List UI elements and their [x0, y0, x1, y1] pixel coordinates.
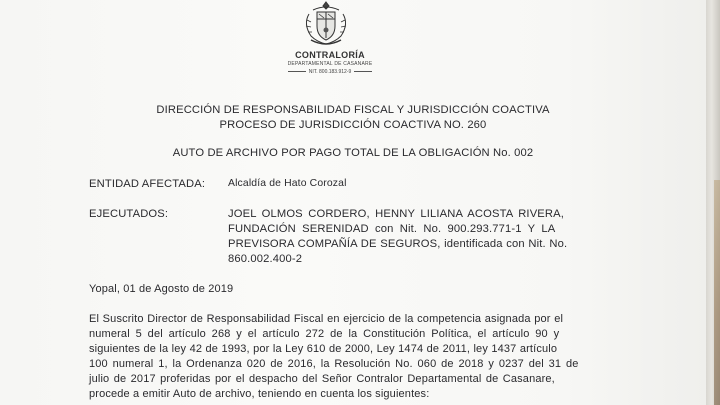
ejecutados-line-2: FUNDACIÓN SERENIDAD con Nit. No. 900.293.771-1 Y LA [228, 223, 556, 235]
body-line-5: julio de 2017 proferidas por el despacho del Señor Contralor Departamental de Casanare, [89, 373, 555, 385]
entidad-value: Alcaldía de Hato Corozal [228, 178, 347, 189]
org-department: DEPARTAMENTAL DE CASANARE [287, 61, 373, 67]
org-name: CONTRALORÍA [295, 50, 365, 60]
ejecutados-line-4: 860.002.400-2 [228, 253, 303, 265]
body-line-6: procede a emitir Auto de archivo, teniendo en cuenta los siguientes: [89, 388, 430, 400]
process-title: PROCESO DE JURISDICCIÓN COACTIVA NO. 260 [219, 119, 487, 131]
ejecutados-label: EJECUTADOS: [89, 208, 169, 220]
coat-of-arms-icon [299, 0, 353, 48]
org-nit [270, 69, 390, 75]
page-edge [706, 0, 720, 405]
ejecutados-line-1: JOEL OLMOS CORDERO, HENNY LILIANA ACOSTA RIVERA, [228, 208, 565, 220]
auto-title: AUTO DE ARCHIVO POR PAGO TOTAL DE LA OBLIGACIÓN No. 002 [172, 147, 534, 159]
body-line-4: 100 numeral 1, la Ordenanza 020 de 2016, la Resolución No. 060 de 2018 y 0237 del 31 de [89, 358, 579, 370]
body-line-1: El Suscrito Director de Responsabilidad Fiscal en ejercicio de la competencia asignada por el [89, 313, 564, 325]
ejecutados-line-3: PREVISORA COMPAÑÍA DE SEGUROS, identificada con Nit. No. [228, 238, 568, 250]
desk-edge [714, 180, 720, 405]
date-line: Yopal, 01 de Agosto de 2019 [89, 283, 234, 295]
entidad-label: ENTIDAD AFECTADA: [89, 178, 206, 190]
body-line-3: siguientes de la ley 42 de 1993, por la Ley 610 de 2000, Ley 1474 de 2011, ley 1437 artículo [89, 343, 558, 355]
direction-title: DIRECCIÓN DE RESPONSABILIDAD FISCAL Y JURISDICCIÓN COACTIVA [156, 104, 550, 116]
body-line-2: numeral 5 del artículo 268 y el artículo 272 de la Constitución Política, el artículo 90 y [89, 328, 560, 340]
org-nit-text: NIT. 800.183.912-9 [308, 69, 352, 75]
